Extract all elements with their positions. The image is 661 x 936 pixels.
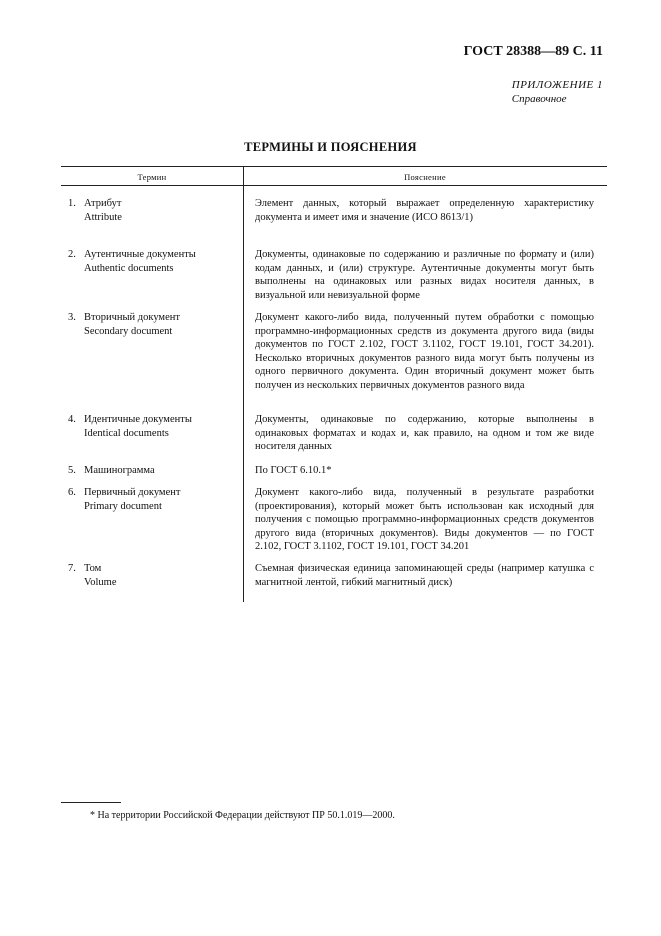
page-title: ТЕРМИНЫ И ПОЯСНЕНИЯ [244, 140, 417, 154]
term-en: Attribute [84, 211, 122, 223]
term-number: 5. [68, 465, 76, 476]
term-cell [68, 486, 238, 513]
term-cell [68, 464, 238, 478]
term-cell [68, 413, 238, 440]
explanation-cell: Элемент данных, который выражает определенную характеристику документа и имеет имя и значение (ИСО 8613/1) [255, 198, 594, 223]
term-number: 4. [68, 414, 76, 425]
terms-table [61, 166, 607, 606]
term-en: Primary document [84, 500, 162, 512]
page-header: ГОСТ 28388—89 С. 11 [463, 44, 603, 59]
column-header-explanation: Пояснение [404, 172, 446, 182]
term-ru: Вторичный документ [84, 312, 180, 323]
table-header [61, 167, 607, 185]
term-number: 7. [68, 563, 76, 574]
footnote: * На территории Российской Федерации действуют ПР 50.1.019—2000. [90, 810, 395, 821]
term-en: Secondary document [84, 325, 173, 337]
appendix-number: ПРИЛОЖЕНИЕ 1 [511, 79, 603, 91]
appendix-kind: Справочное [511, 93, 567, 105]
explanation-cell: Документы, одинаковые по содержанию и различные по формату и (или) кодам данных, и (или) структуре. Аутентичные документы могут быть выполнены на одинаковых или разных видах носителя данных, в визуальной или невизуальной форме [255, 249, 594, 301]
term-ru: Том [84, 563, 102, 574]
term-number: 6. [68, 487, 76, 498]
term-number: 2. [68, 249, 76, 260]
explanation-cell: Съемная физическая единица запоминающей среды (например катушка с магнитной лентой, гибкий магнитный диск) [255, 563, 594, 588]
term-ru: Атрибут [84, 198, 122, 209]
appendix-label [512, 78, 603, 106]
term-ru: Идентичные документы [84, 414, 192, 425]
explanation-cell: По ГОСТ 6.10.1* [255, 465, 332, 476]
term-en: Volume [84, 576, 117, 588]
term-cell [68, 311, 238, 338]
term-ru: Машинограмма [84, 465, 155, 476]
term-cell [68, 562, 238, 589]
explanation-cell: Документ какого-либо вида, полученный в результате разработки (проектирования), который может быть использован как исходный для получения с помощью программно-информационных средств документов другого вида (вторичных документов). Виды документов — по ГОСТ 2.102, ГОСТ 3.1102, ГОСТ 19.101, ГОСТ 34.201 [255, 487, 594, 552]
explanation-cell: Документы, одинаковые по содержанию, которые выполнены в одинаковых форматах и кодах и, как правило, на одном и том же виде носителя данных [255, 414, 594, 452]
footnote-rule [61, 802, 121, 803]
column-divider [243, 186, 244, 602]
explanation-cell: Документ какого-либо вида, полученный путем обработки с помощью программно-информационных средств из документа другого вида (виды документов по ГОСТ 2.102, ГОСТ 3.1102, ГОСТ 19.101, ГОСТ 34.201). Несколько вторичных документов разного вида могут быть получены из одного первичного документа. Один вторичный документ может быть получен из нескольких первичных документов разного вида [255, 312, 594, 391]
term-number: 1. [68, 198, 76, 209]
term-cell [68, 248, 238, 275]
term-ru: Первичный документ [84, 487, 181, 498]
term-cell [68, 197, 238, 224]
term-en: Authentic documents [84, 262, 174, 274]
column-header-term: Термин [137, 172, 167, 182]
term-number: 3. [68, 312, 76, 323]
term-en: Identical documents [84, 427, 169, 439]
table-body [61, 186, 607, 606]
term-ru: Аутентичные документы [84, 249, 196, 260]
